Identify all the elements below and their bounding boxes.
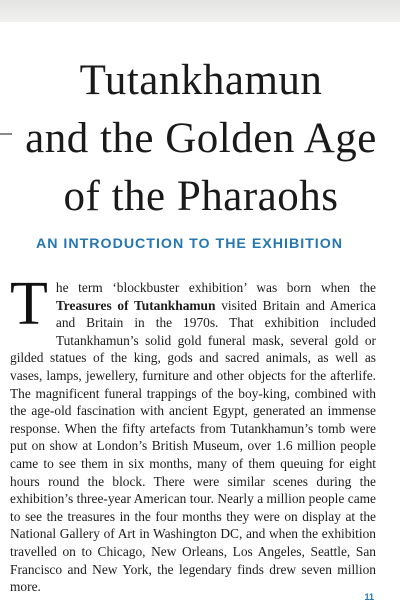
chapter-title-line-1: Tutankhamun (79, 57, 323, 104)
page-number: 11 (364, 592, 374, 602)
drop-cap: T (10, 270, 48, 338)
body-text: visited Britain and America and Britain in the 1970s. That exhibition included Tutankhamun’s solid gold funeral mask, several gold or gilded statues of the king, gods and sacred animals, as well as vases, lamps, jewellery, furniture and other objects for the afterlife. The magnificent funeral trappings of the boy-king, combined with the age-old fascination with ancient Egypt, generated an immense response. When the fifty artefacts from Tutankhamun’s tomb were put on show at London’s British Museum, over 1.6 million people came to see them in six months, many of them queuing for eight hours round the block. There were similar scenes during the exhibition’s three-year American tour. Nearly a million people came to see the treasures in the four months they were on display at the National Gallery of Art in Washington DC, and when the exhibition travelled on to Chicago, New Orleans, Los Angeles, Seattle, San Francisco and New York, the legendary finds drew seven million more. (10, 297, 376, 595)
body-lead-text: he term ‘blockbuster exhibition’ was born when the (55, 280, 376, 295)
chapter-title (10, 52, 392, 226)
exhibition-name: Treasures of Tutankhamun (55, 297, 216, 313)
previous-page-bleed (0, 0, 400, 22)
body-paragraph (10, 270, 376, 596)
chapter-title-line-3: of the Pharaohs (63, 173, 339, 220)
section-heading: AN INTRODUCTION TO THE EXHIBITION (36, 236, 344, 252)
chapter-title-line-2: and the Golden Age (25, 115, 377, 162)
